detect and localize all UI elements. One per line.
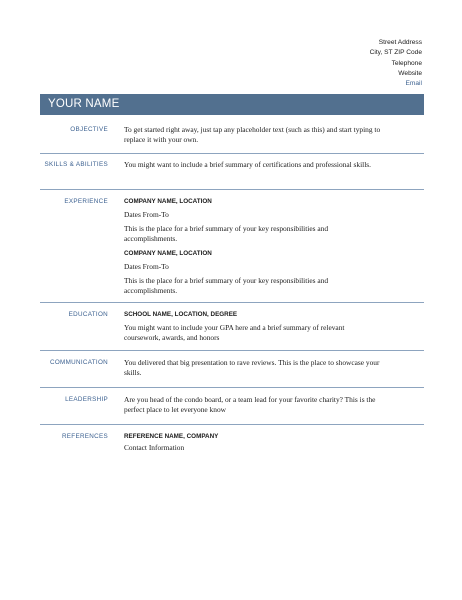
- reference-contact: Contact Information: [124, 443, 185, 452]
- skills-text: You might want to include a brief summary of certifications and professional skills.: [124, 160, 371, 169]
- objective-text: To get started right away, just tap any placeholder text (such as this) and start typing to replace it with your own.: [124, 125, 381, 144]
- section-divider: [40, 424, 424, 425]
- street-address: Street Address: [378, 39, 422, 46]
- website: Website: [398, 69, 422, 77]
- education-text: You might want to include your GPA here and a brief summary of relevant coursework, awards, and honors: [124, 323, 345, 342]
- job-summary: This is the place for a brief summary of your key responsibilities and accomplishments.: [124, 223, 329, 243]
- leadership-label: LEADERSHIP: [65, 396, 108, 403]
- school-name: SCHOOL NAME, LOCATION, DEGREE: [124, 311, 238, 318]
- leadership-text: Are you head of the condo board, or a team lead for your favorite charity? This is the perfect place to let everyone know: [124, 395, 376, 414]
- section-divider: [40, 153, 424, 154]
- references-label: REFERENCES: [61, 433, 108, 440]
- reference-name: REFERENCE NAME, COMPANY: [124, 433, 219, 440]
- skills-label: SKILLS & ABILITIES: [44, 161, 108, 168]
- job-dates: Dates From-To: [124, 210, 169, 219]
- email: Email: [405, 80, 422, 88]
- education-label: EDUCATION: [68, 311, 108, 318]
- city-state-zip: City, ST ZIP Code: [369, 49, 422, 57]
- experience-label: EXPERIENCE: [64, 198, 108, 205]
- section-divider: [40, 350, 424, 351]
- communication-text: You delivered that big presentation to rave reviews. This is the place to showcase your skills.: [124, 358, 380, 377]
- job-dates: Dates From-To: [124, 262, 169, 272]
- section-divider: [40, 387, 424, 388]
- job-company: COMPANY NAME, LOCATION: [124, 198, 212, 205]
- job-summary: This is the place for a brief summary of your key responsibilities and accomplishments.: [124, 276, 329, 295]
- communication-label: COMMUNICATION: [49, 359, 108, 366]
- section-divider: [40, 189, 424, 190]
- section-divider: [40, 302, 424, 303]
- name-heading: YOUR NAME: [48, 98, 120, 110]
- contact-block: [370, 38, 422, 89]
- objective-label: OBJECTIVE: [70, 126, 108, 133]
- job-company: COMPANY NAME, LOCATION: [124, 250, 212, 258]
- name-banner: [40, 94, 424, 115]
- telephone: Telephone: [391, 59, 422, 67]
